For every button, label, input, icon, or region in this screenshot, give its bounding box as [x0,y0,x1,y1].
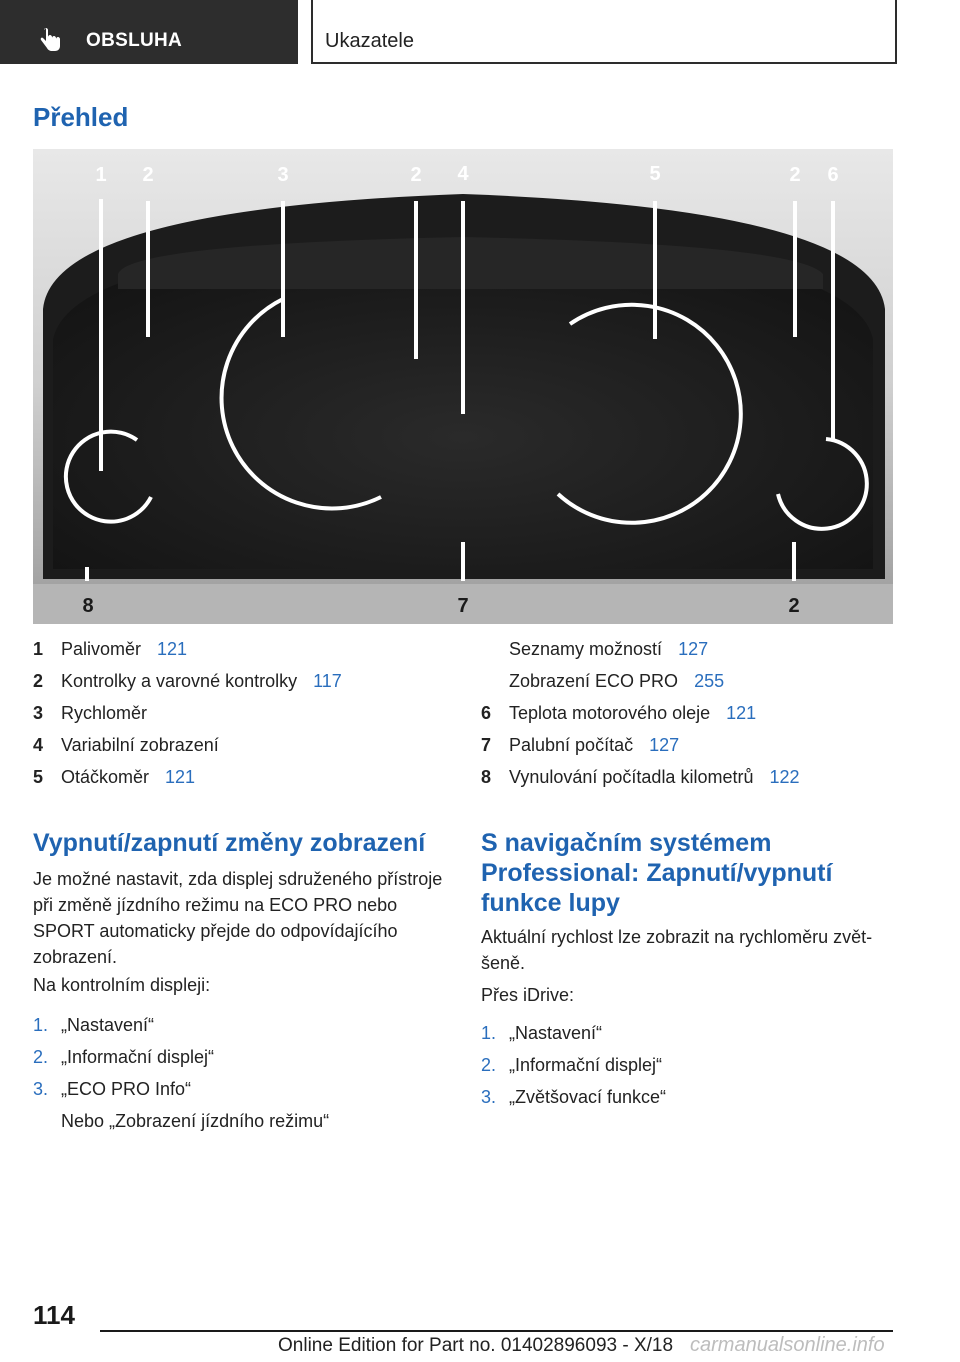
page-link[interactable]: 122 [769,767,800,787]
legend-item: 5 Otáčkoměr 121 [33,767,196,787]
page-link[interactable]: 117 [313,671,342,691]
legend-item: Seznamy možností 127 [509,639,709,659]
list-item: 1. „Nastavení“ [481,1023,603,1043]
edition-note: Online Edition for Part no. 01402896093 - X/18 [278,1335,674,1356]
callout-label: 8 [82,595,94,617]
paragraph: Je možné nastavit, zda displej sdruženého přístroje při změně jízdního režimu na ECO PRO nebo SPORT automaticky přejde do odpovídajícího zobrazení. [33,869,443,967]
callout-label: 3 [277,164,289,186]
paragraph: Aktuální rychlost lze zobrazit na rychloměru zvětšeně. [481,927,873,973]
hand-pointer-icon [38,26,62,54]
callout-label: 2 [789,164,801,186]
page-link[interactable]: 121 [726,703,757,723]
footer-divider [100,1330,893,1332]
legend-item: 6 Teplota motorového oleje 121 [481,703,757,723]
list-item: 2. „Informační displej“ [33,1047,215,1067]
page-number: 114 [33,1300,75,1330]
step-list [481,1017,893,1113]
callout-label: 1 [95,164,107,186]
legend-item: 4 Variabilní zobrazení [33,735,219,755]
callout-label: 2 [142,164,154,186]
chapter-title: Ukazatele [325,30,414,52]
page-link[interactable]: 127 [678,639,709,659]
list-item: Nebo „Zobrazení jízdního režimu“ [61,1111,330,1131]
legend-item: 3 Rychloměr [33,703,148,723]
legend-item: 2 Kontrolky a varovné kontrolky 117 [33,671,342,691]
section-title: Vypnutí/zapnutí změny zobrazení [33,829,426,857]
legend-left [33,633,453,793]
callout-label: 7 [457,595,469,617]
list-item: 3. „ECO PRO Info“ [33,1079,192,1099]
callout-label: 2 [410,164,422,186]
legend-item: 8 Vynulování počítadla kilometrů 122 [481,767,800,787]
overview-title: Přehled [33,102,129,132]
list-item: 3. „Zvětšovací funkce“ [481,1087,667,1107]
list-item: 2. „Informační displej“ [481,1055,663,1075]
page-link[interactable]: 255 [694,671,725,691]
legend-right [481,633,893,793]
callout-label: 2 [788,595,800,617]
page-link[interactable]: 127 [649,735,680,755]
section-title: S navigačním systémem Professional: Zapnutí/vypnutí funkce lupy [481,829,833,917]
legend-item: Zobrazení ECO PRO 255 [509,671,725,691]
section-tab[interactable] [0,0,298,64]
step-list [33,1009,453,1137]
section-label: OBSLUHA [86,30,183,51]
paragraph: Na kontrolním displeji: [33,975,211,995]
list-item: 1. „Nastavení“ [33,1015,155,1035]
instrument-cluster-image [33,149,893,624]
callout-label: 5 [649,163,661,185]
paragraph: Přes iDrive: [481,985,575,1005]
callout-label: 4 [457,163,469,185]
legend-item: 7 Palubní počítač 127 [481,735,680,755]
page-link[interactable]: 121 [157,639,188,659]
page-link[interactable]: 121 [165,767,196,787]
chapter-header [311,0,897,64]
watermark: carmanualsonline.info [690,1334,885,1356]
callout-label: 6 [827,164,839,186]
legend-item: 1 Palivoměr 121 [33,639,188,659]
